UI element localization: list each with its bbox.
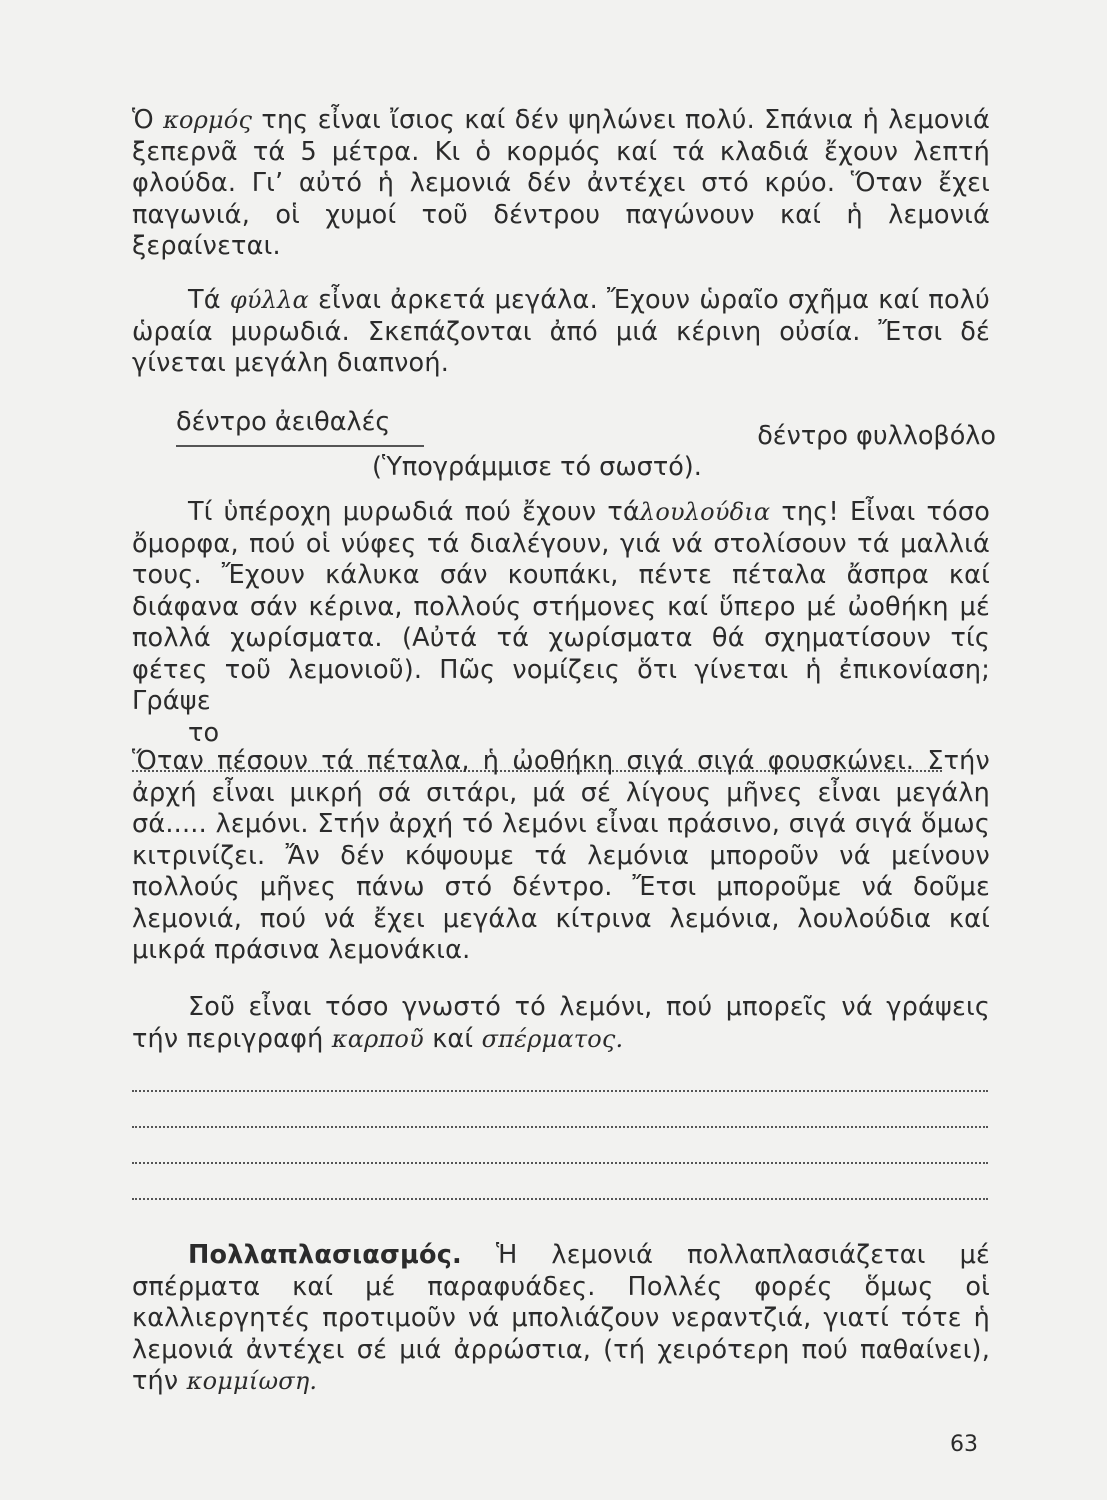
- choice-underline: [176, 445, 424, 447]
- choice-row: [176, 407, 996, 451]
- answer-line-2[interactable]: [132, 1098, 988, 1128]
- paragraph-trunk: [132, 105, 990, 263]
- paragraph-trunk-text: της εἶναι ἴσιος καί δέν ψηλώνει πολύ. Σπάνια ἡ λεμονιά ξεπερνᾶ τά 5 μέτρα. Κι ὁ κορμός καί τά κλαδιά ἔχουν λεπτή φλούδα. Γι’ αὐτό ἡ λεμονιά δέν ἀντέχει στό κρύο. Ὅταν ἔχει παγωνιά, οἱ χυμοί τοῦ δέντρου παγώνουν καί ἡ λεμονιά ξεραίνεται.: [132, 105, 990, 261]
- paragraph-leaves-text: εἶναι ἀρκετά μεγάλα. Ἔχουν ὡραῖο σχῆμα καί πολύ ὡραία μυρωδιά. Σκεπάζονται ἀπό μιά κέρινη οὐσία. Ἔτσι δέ γίνεται μεγάλη διαπνοή.: [132, 285, 991, 378]
- paragraph-description-and: καί: [432, 1023, 474, 1054]
- term-trunk: κορμός: [163, 106, 253, 134]
- paragraph-fruit-text: Ὅταν πέσουν τά πέταλα, ἡ ὠοθήκη σιγά σιγά φουσκώνει. Στήν ἀρχή εἶναι μικρή σά σιτάρι, μά σέ λίγους μῆνες εἶναι μεγάλη σά..... λεμόνι. Στήν ἀρχή τό λεμόνι εἶναι πράσινο, σιγά σιγά ὅμως κιτρινίζει. Ἄν δέν κόψουμε τά λεμόνια μποροῦν νά μείνουν πολλούς μῆνες πάνω στό δέντρο. Ἔτσι μποροῦμε νά δοῦμε λεμονιά, πού νά ἔχει μεγάλα κίτρινα λεμόνια, λουλούδια καί μικρά πράσινα λεμονάκια.: [132, 746, 990, 965]
- answer-line-4[interactable]: [132, 1170, 988, 1200]
- term-fruit: καρποῦ: [331, 1024, 424, 1053]
- answer-line-1[interactable]: [132, 1062, 988, 1092]
- term-flowers: λουλούδια: [639, 498, 771, 526]
- section-heading-propagation: Πολλαπλασιασμός.: [188, 1240, 462, 1270]
- paragraph-trunk-start: Ὁ: [132, 105, 154, 135]
- paragraph-flowers-start: Τί ὑπέροχη μυρωδιά πού ἔχουν τά: [188, 497, 640, 527]
- paragraph-leaves-start: Τά: [188, 285, 221, 315]
- choice-evergreen[interactable]: δέντρο ἀειθαλές: [176, 407, 391, 437]
- paragraph-leaves: [132, 285, 990, 380]
- paragraph-description: [132, 992, 990, 1055]
- choice-deciduous[interactable]: δέντρο φυλλοβόλο: [757, 421, 996, 451]
- term-seed: σπέρματος.: [481, 1024, 624, 1053]
- paragraph-fruit: [132, 746, 990, 967]
- paragraph-propagation: [132, 1240, 990, 1398]
- underline-instruction: (Ὑπογράμμισε τό σωστό).: [372, 452, 702, 482]
- paragraph-description-text: Σοῦ εἶναι τόσο γνωστό τό λεμόνι, πού μπορεῖς νά γράψεις τήν περιγραφή: [132, 992, 990, 1054]
- paragraph-propagation-text: Ἡ λεμονιά πολλαπλασιάζεται μέ σπέρματα καί μέ παραφυάδες. Πολλές φορές ὅμως οἱ καλλιεργητές προτιμοῦν νά μπολιάζουν νεραντζιά, γιατί τότε ἡ λεμονιά ἀντέχει σέ μιά ἀρρώστια, (τή χειρότερη πού παθαίνει), τήν: [132, 1240, 990, 1396]
- paragraph-flowers-write: το: [188, 717, 220, 748]
- paragraph-flowers: [132, 497, 990, 781]
- term-gummosis: κομμίωση.: [186, 1367, 318, 1395]
- paragraph-flowers-text: της! Εἶναι τόσο ὄμορφα, πού οἱ νύφες τά διαλέγουν, γιά νά στολίσουν τά μαλλιά τους. Ἔχουν κάλυκα σάν κουπάκι, πέντε πέταλα ἄσπρα καί διάφανα σάν κέρινα, πολλούς στήμονες καί ὕπερο μέ ὠοθήκη μέ πολλά χωρίσματα. (Αὐτά τά χωρίσματα θά σχηματίσουν τίς φέτες τοῦ λεμονιοῦ). Πῶς νομίζεις ὅτι γίνεται ἡ ἐπικονίαση; Γράψε: [132, 497, 990, 716]
- answer-line-3[interactable]: [132, 1134, 988, 1164]
- page-number: 63: [950, 1432, 978, 1457]
- term-leaves: φύλλα: [229, 286, 309, 314]
